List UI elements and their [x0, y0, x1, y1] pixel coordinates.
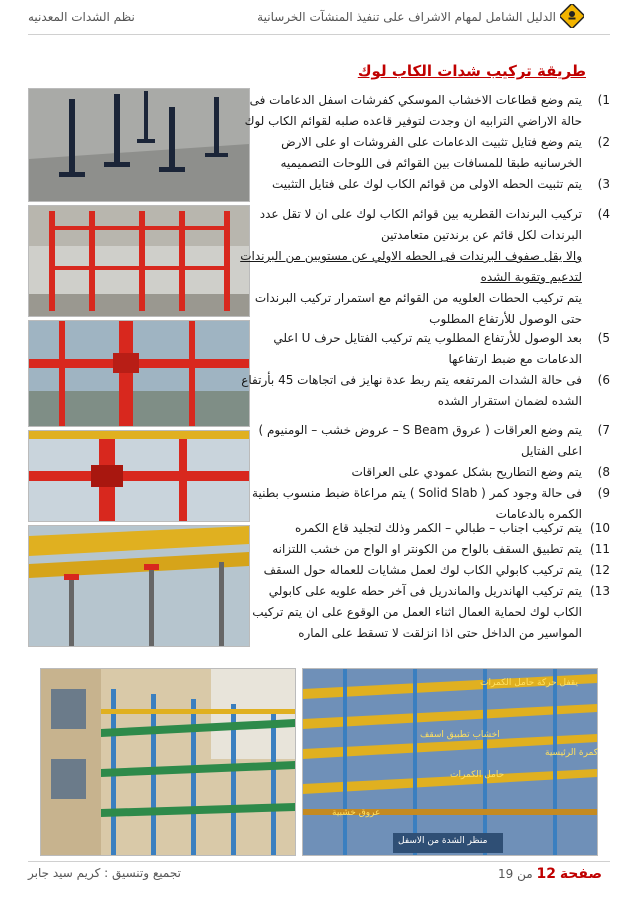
step-text-line: بعد الوصول للأرتفاع المطلوب يتم تركيب الفتايل حرف U اعلي [273, 331, 582, 345]
photo-caption: منظر الشدة من الاسفل [398, 836, 488, 846]
step-text-line: المواسير من الداخل حتى اذا انزلقت لا تسقط على الماره [298, 626, 582, 640]
page-of: من 19 [498, 867, 533, 881]
photo-label-beam-holder-lock: يقفل حركة حامل الكمرات [480, 678, 578, 688]
warning-logo-icon [560, 4, 584, 28]
photo-base-jacks [28, 88, 250, 202]
step-13 [252, 581, 610, 644]
step-7 [258, 420, 610, 462]
step-text-line: حتى الوصول للأرتفاع المطلوب [429, 312, 582, 326]
step-text-line-underlined: والا يقل صفوف البرندات فى الحطه الاولي عن مستويين من البرندات [240, 249, 582, 263]
step-3 [271, 174, 610, 195]
step-1 [244, 90, 610, 132]
step-text-line: تركيب البرندات القطريه بين قوائم الكاب لوك على ان لا تقل عدد [259, 207, 582, 221]
photo-label-beam-holder: حامل الكمرات [450, 770, 505, 780]
step-number: 2) [597, 135, 610, 149]
step-text-line: الكاب لوك لحماية العمال اثناء العمل من الوقوع على ان يتم تركيب [252, 605, 582, 619]
photo-label-slab-timber: اخشاب تطبيق اسقف [420, 730, 500, 740]
section-title: طريقة تركيب شدات الكاب لوك [357, 62, 586, 80]
photo-slab-formwork-labeled [302, 668, 598, 856]
photo-beams-on-jacks [28, 525, 250, 647]
step-2 [280, 132, 610, 174]
step-8 [280, 462, 610, 483]
steps-group-2 [240, 204, 610, 330]
step-number: 13) [590, 584, 610, 598]
step-12 [263, 560, 610, 581]
step-number: 9) [597, 486, 610, 500]
step-text-line: يتم وضع العراقات ( عروق S Beam – عروض خشب – الومنيوم ) [258, 423, 582, 437]
step-6 [241, 370, 610, 412]
footer-page-number [498, 866, 602, 882]
step-text-line: يتم وضع فتايل تثبيت الدعامات على الفروشات او على الارض [281, 135, 582, 149]
step-text-line: يتم وضع قطاعات الاخشاب الموسكي كفرشات اسفل الدعامات فى [249, 93, 582, 107]
steps-group-1 [244, 90, 610, 195]
step-text-line: يتم تركيب اجناب – طبالي – الكمر وذلك لتجليد قاع الكمره [295, 521, 582, 535]
photo-label-main-beam: كمرة الرئيسية [545, 748, 599, 758]
steps-group-5 [252, 518, 610, 644]
photo-coupler-detail [28, 320, 250, 427]
page-word: صفحة [559, 866, 602, 882]
footer-divider [28, 861, 610, 862]
step-number: 5) [597, 331, 610, 345]
photo-building-scaffold [40, 668, 296, 856]
step-text-line: يتم تركيب الهاندريل والماندريل فى آخر حطه علويه على كابولي [268, 584, 582, 598]
step-text-line: يتم تركيب الحطات العلويه من القوائم مع استمرار تركيب البرندات [254, 291, 582, 305]
photo-scaffold-frames [28, 205, 250, 317]
step-text-line: الكمره بالدعامات [495, 507, 582, 521]
step-4 [240, 204, 610, 330]
step-text-line: الخرسانيه طبقا للمسافات بين القوائم فى اللوحات التصميميه [280, 156, 582, 170]
step-text-line: يتم تركيب كابولي الكاب لوك لعمل مشايات للعماله حول السقف [263, 563, 582, 577]
step-number: 3) [597, 177, 610, 191]
step-text-line: اعلى الفتايل [520, 444, 582, 458]
step-number: 12) [590, 563, 610, 577]
footer-author: تجميع وتنسيق : كريم سيد جابر [28, 866, 181, 880]
step-text-line: يتم تثبيت الحطه الاولى من قوائم الكاب لوك على فتايل التثبيت [271, 177, 582, 191]
step-text-line: البرندات لكل قائم عن برندتين متعامدتين [381, 228, 582, 242]
step-number: 11) [590, 542, 610, 556]
step-number: 4) [597, 207, 610, 221]
step-text-line: يتم تطبيق السقف بالواح من الكونتر او الواح من خشب اللتزانه [272, 542, 582, 556]
step-number: 10) [590, 521, 610, 535]
steps-group-4 [252, 420, 610, 525]
steps-group-3 [241, 328, 610, 412]
step-text-line: الدعامات مع ضبط ارتفاعها [448, 352, 582, 366]
step-11 [272, 539, 610, 560]
step-text-line: حالة الاراضي الترابيه ان وجدت لتوفير قاعده صلبه لقوائم الكاب لوك [244, 114, 582, 128]
step-5 [273, 328, 610, 370]
step-number: 8) [597, 465, 610, 479]
step-text-line: فى حالة وجود كمر ( Solid Slab ) يتم مراعاة ضبط منسوب بطنية [252, 486, 582, 500]
step-text-line: يتم وضع التطاريح بشكل عمودي على العراقات [351, 465, 582, 479]
step-number: 6) [597, 373, 610, 387]
step-text-line-underlined: لتدعيم وتقوية الشده [480, 270, 582, 284]
step-10 [280, 518, 610, 539]
header-title: الدليل الشامل لمهام الاشراف على تنفيذ المنشآت الخرسانية [257, 10, 556, 24]
step-number: 7) [597, 423, 610, 437]
photo-coupler-closeup [28, 430, 250, 522]
step-text-line: فى حالة الشدات المرتفعه يتم ربط عدة نهايز فى اتجاهات 45 بأرتفاع [241, 373, 582, 387]
step-number: 1) [597, 93, 610, 107]
step-text-line: الشده لضمان استقرار الشده [437, 394, 582, 408]
header-section-name: نظم الشدات المعدنيه [28, 10, 135, 24]
photo-label-timber-joists: عروق خشبية [332, 808, 381, 818]
header-divider [28, 34, 610, 35]
page-num: 12 [536, 866, 556, 882]
